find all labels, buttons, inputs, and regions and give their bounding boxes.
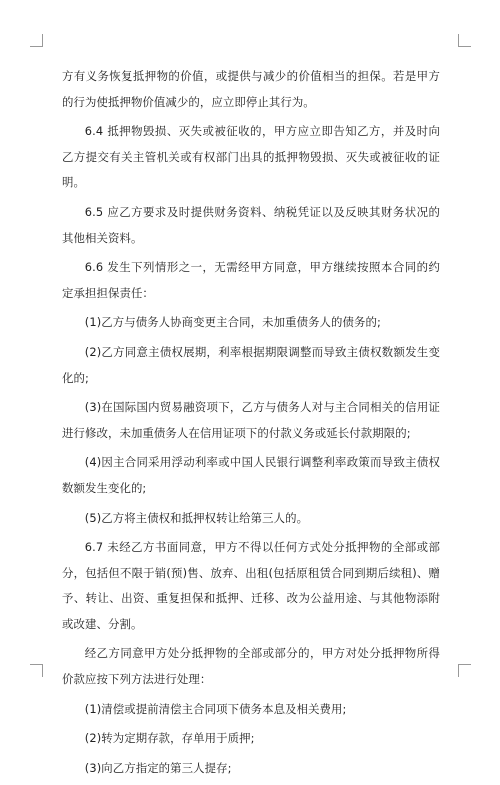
- crop-mark-top-right: [458, 34, 471, 47]
- crop-mark-top-left: [30, 34, 43, 47]
- list-item-6-6-4: (4)因主合同采用浮动利率或中国人民银行调整利率政策而导致主债权数额发生变化的;: [62, 455, 440, 495]
- crop-mark-bottom-left: [30, 664, 43, 677]
- crop-mark-bottom-right: [458, 664, 471, 677]
- list-item-6-6-1: (1)乙方与债务人协商变更主合同，未加重债务人的债务的;: [84, 315, 381, 330]
- list-item-6-6-2: (2)乙方同意主债权展期，利率根据期限调整而导致主债权数额发生变化的;: [62, 344, 440, 385]
- paragraph-clause-6-7: 6.7 未经乙方书面同意，甲方不得以任何方式处分抵押物的全部或部分，包括但不限于销(预)售、放弃、出租(包括原租赁合同到期后续租)、赠予、转让、出资、重复担保和抵押、迁移、改为公益用途、与其他物添附或改建、分割。: [62, 540, 440, 631]
- paragraph-continuation: 方有义务恢复抵押物的价值，或提供与减少的价值相当的担保。若是甲方的行为使抵押物价值减少的，应立即停止其行为。: [62, 69, 440, 109]
- paragraph-clause-6-6: 6.6 发生下列情形之一，无需经甲方同意，甲方继续按照本合同的约定承担担保责任：: [62, 260, 440, 300]
- paragraph-clause-6-4: 6.4 抵押物毁损、灭失或被征收的，甲方应立即告知乙方，并及时向乙方提交有关主管机关或有权部门出具的抵押物毁损、灭失或被征收的证明。: [62, 124, 440, 190]
- list-item-6-6-3: (3)在国际国内贸易融资项下，乙方与债务人对与主合同相关的信用证进行修改，未加重债务人在信用证项下的付款义务或延长付款期限的;: [62, 400, 440, 440]
- paragraph-disposal-methods: 经乙方同意甲方处分抵押物的全部或部分的，甲方对处分抵押物所得价款应按下列方法进行处理：: [62, 646, 440, 687]
- list-item-disposal-1: (1)清偿或提前清偿主合同项下债务本息及相关费用;: [84, 701, 347, 716]
- paragraph-clause-6-5: 6.5 应乙方要求及时提供财务资料、纳税凭证以及反映其财务状况的其他相关资料。: [62, 204, 440, 245]
- document-body: [62, 64, 440, 785]
- list-item-disposal-3: (3)向乙方指定的第三人提存;: [84, 760, 232, 775]
- list-item-disposal-2: (2)转为定期存款，存单用于质押;: [84, 731, 255, 746]
- list-item-6-6-5: (5)乙方将主债权和抵押权转让给第三人的。: [84, 510, 309, 525]
